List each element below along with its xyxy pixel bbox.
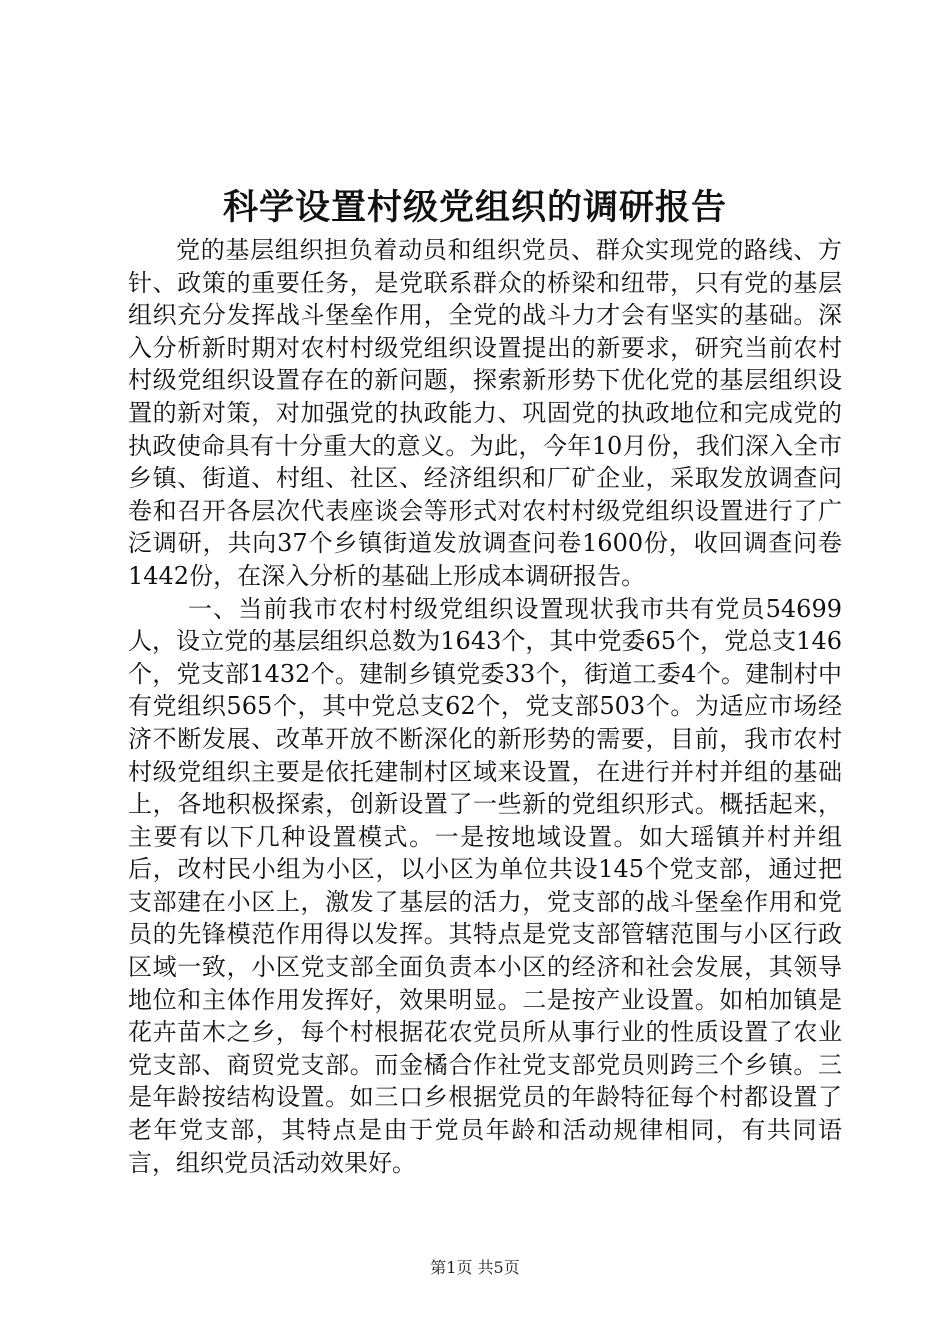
paragraph-current-status: 一、当前我市农村村级党组织设置现状我市共有党员54699人，设立党的基层组织总数为1643个，其中党委65个，党总支146个，党支部1432个。建制乡镇党委33个，街道工委4个。建制村中有党组织565个，其中党总支62个，党支部503个。为适应市场经济不断发展、改革开放不断深化的新形势的需要，目前，我市农村村级党组织主要是依托建制村区域来设置，在进行并村并组的基础上，各地积极探索，创新设置了一些新的党组织形式。概括起来，主要有以下几种设置模式。一是按地域设置。如大瑶镇并村并组后，改村民小组为小区，以小区为单位共设145个党支部，通过把支部建在小区上，激发了基层的活力，党支部的战斗堡垒作用和党员的先锋模范作用得以发挥。其特点是党支部管辖范围与小区行政区域一致，小区党支部全面负责本小区的经济和社会发展，其领导地位和主体作用发挥好，效果明显。二是按产业设置。如柏加镇是花卉苗木之乡，每个村根据花农党员所从事行业的性质设置了农业党支部、商贸党支部。而金橘合作社党支部党员则跨三个乡镇。三是年龄按结构设置。如三口乡根据党员的年龄特征每个村都设置了老年党支部，其特点是由于党员年龄和活动规律相同，有共同语言，组织党员活动效果好。 bbox=[128, 594, 842, 1177]
paragraph-intro: 党的基层组织担负着动员和组织党员、群众实现党的路线、方针、政策的重要任务，是党联系群众的桥梁和纽带，只有党的基层组织充分发挥战斗堡垒作用，全党的战斗力才会有坚实的基础。深入分析新时期对农村村级党组织设置提出的新要求，研究当前农村村级党组织设置存在的新问题，探索新形势下优化党的基层组织设置的新对策，对加强党的执政能力、巩固党的执政地位和完成党的执政使命具有十分重大的意义。为此，今年10月份，我们深入全市乡镇、街道、村组、社区、经济组织和厂矿企业，采取发放调查问卷和召开各层次代表座谈会等形式对农村村级党组织设置进行了广泛调研，共向37个乡镇街道发放调查问卷1600份，收回调查问卷1442份，在深入分析的基础上形成本调研报告。 bbox=[128, 236, 842, 590]
document-body bbox=[128, 234, 842, 1179]
document-title: 科学设置村级党组织的调研报告 bbox=[222, 187, 727, 228]
page-number-footer: 第1页 共5页 bbox=[430, 1258, 520, 1277]
